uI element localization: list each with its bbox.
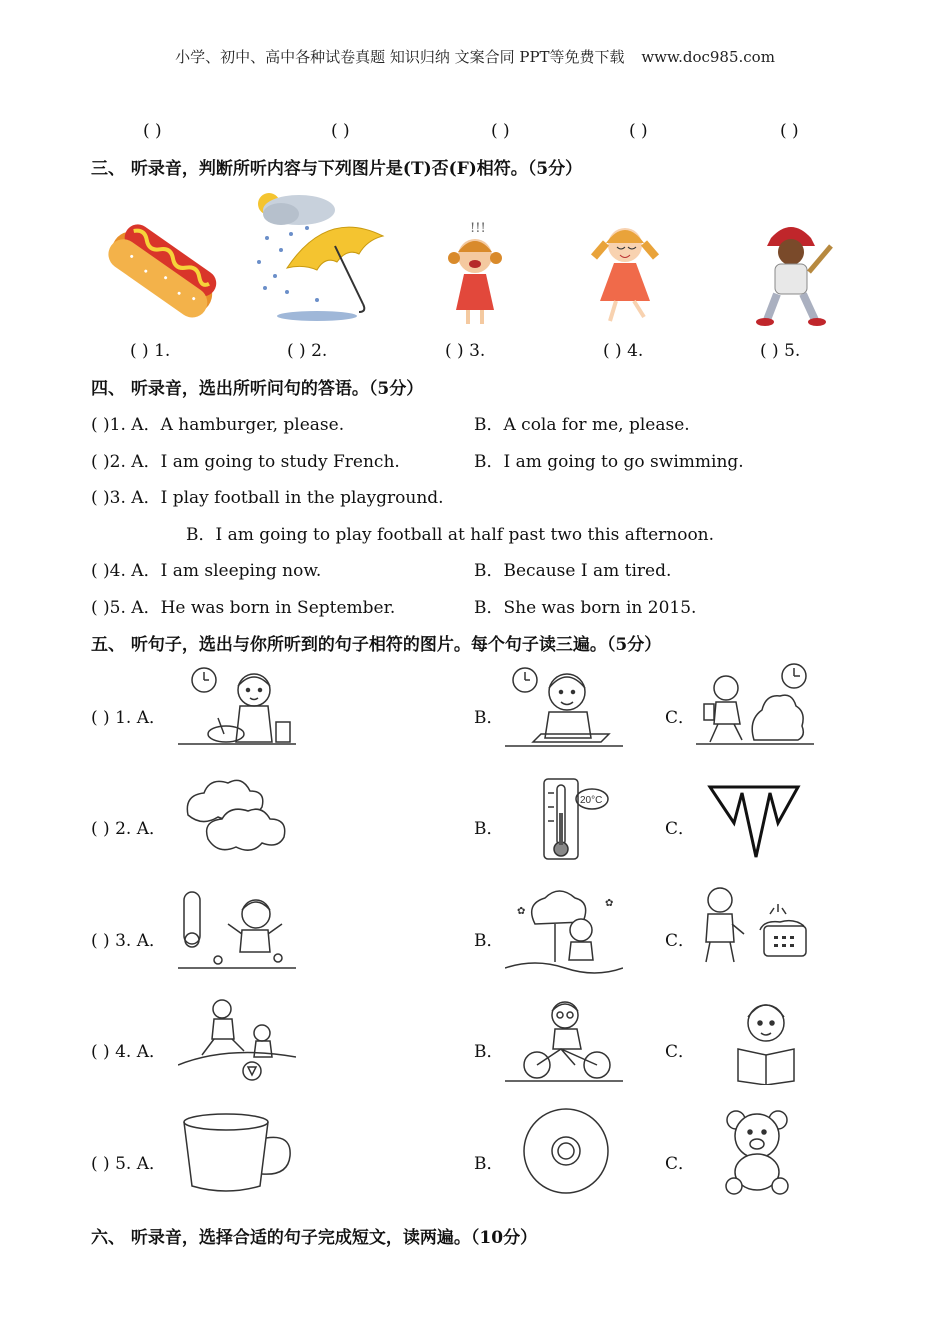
- question-5-option-b[interactable]: B．She was born in 2015.: [474, 598, 697, 618]
- question-2-option-b[interactable]: B．I am going to go swimming.: [474, 452, 744, 472]
- question-3-option-a[interactable]: ( )3. A．I play football in the playground.: [91, 488, 444, 508]
- section-5-item-5-c-label[interactable]: C．: [665, 1154, 696, 1174]
- header-left: 小学、初中、高中各种试卷真题 知识归纳 文案合同 PPT等免费下载: [175, 48, 625, 66]
- section-5-item-2-label[interactable]: ( ) 2. A．: [91, 819, 166, 839]
- boys-football-picture[interactable]: [178, 995, 296, 1085]
- section-3-answer[interactable]: ( ) 5.: [760, 341, 801, 361]
- section-5-item-2-c-label[interactable]: C．: [665, 819, 696, 839]
- page-header: [0, 46, 950, 67]
- section-4-title: 四、 听录音，选出所听问句的答语。（5分）: [91, 379, 424, 399]
- thermometer-reading: 20°C: [580, 795, 603, 806]
- question-5-option-a[interactable]: ( )5. A．He was born in September.: [91, 598, 396, 618]
- section-3-answer[interactable]: ( ) 3.: [445, 341, 486, 361]
- crying-girl-picture: [436, 218, 514, 328]
- section-5-item-3-c-label[interactable]: C．: [665, 931, 696, 951]
- section-3-title: 三、 听录音，判断所听内容与下列图片是(T)否(F)相符。（5分）: [91, 159, 583, 179]
- svg-text:!!!: !!!: [470, 221, 486, 236]
- section-3-answer[interactable]: ( ) 1.: [130, 341, 171, 361]
- boy-telephone-picture[interactable]: [696, 884, 814, 974]
- section-5-item-2-b-label[interactable]: B．: [474, 819, 504, 839]
- section-6-title: 六、 听录音，选择合适的句子完成短文，读两遍。（10分）: [91, 1228, 538, 1248]
- header-right: www.doc985.com: [641, 48, 775, 66]
- boy-reading-picture[interactable]: [716, 995, 814, 1085]
- section-5-item-1-b-label[interactable]: B．: [474, 708, 504, 728]
- thermometer-picture[interactable]: [532, 773, 612, 863]
- boy-cycling-picture[interactable]: [505, 995, 623, 1085]
- rain-umbrella-picture: [247, 188, 387, 328]
- answer-paren[interactable]: ( ): [780, 121, 799, 141]
- svg-text:✿: ✿: [605, 898, 614, 909]
- boy-eating-clock-picture[interactable]: [178, 662, 296, 752]
- boy-walking-park-picture[interactable]: [696, 660, 814, 750]
- wind-zigzag-picture[interactable]: [696, 773, 814, 863]
- boy-writing-clock-picture[interactable]: [505, 662, 623, 752]
- answer-paren[interactable]: ( ): [331, 121, 350, 141]
- question-2-option-a[interactable]: ( )2. A．I am going to study French.: [91, 452, 400, 472]
- girl-hot-thermometer-picture[interactable]: [178, 884, 296, 974]
- cd-picture[interactable]: [520, 1106, 612, 1196]
- question-1-option-b[interactable]: B．A cola for me, please.: [474, 415, 690, 435]
- girl-under-tree-picture[interactable]: [505, 884, 623, 974]
- section-5-item-1-c-label[interactable]: C．: [665, 708, 696, 728]
- section-3-answer[interactable]: ( ) 2.: [287, 341, 328, 361]
- section-5-item-1-label[interactable]: ( ) 1. A．: [91, 708, 166, 728]
- teddy-bear-picture[interactable]: [712, 1106, 802, 1196]
- question-4-option-a[interactable]: ( )4. A．I am sleeping now.: [91, 561, 322, 581]
- section-5-item-3-label[interactable]: ( ) 3. A．: [91, 931, 166, 951]
- question-1-option-a[interactable]: ( )1. A．A hamburger, please.: [91, 415, 345, 435]
- section-5-item-3-b-label[interactable]: B．: [474, 931, 504, 951]
- happy-girl-picture: [580, 213, 670, 328]
- answer-paren[interactable]: ( ): [491, 121, 510, 141]
- svg-text:✿: ✿: [517, 906, 526, 917]
- section-5-item-5-label[interactable]: ( ) 5. A．: [91, 1154, 166, 1174]
- section-5-item-4-label[interactable]: ( ) 4. A．: [91, 1042, 166, 1062]
- section-5-title: 五、 听句子，选出与你所听到的句子相符的图片。每个句子读三遍。（5分）: [91, 635, 662, 655]
- question-4-option-b[interactable]: B．Because I am tired.: [474, 561, 672, 581]
- hot-dog-picture: [104, 215, 222, 327]
- section-3-answer[interactable]: ( ) 4.: [603, 341, 644, 361]
- section-5-item-4-b-label[interactable]: B．: [474, 1042, 504, 1062]
- answer-paren[interactable]: ( ): [143, 121, 162, 141]
- answer-paren[interactable]: ( ): [629, 121, 648, 141]
- section-5-item-5-b-label[interactable]: B．: [474, 1154, 504, 1174]
- baseball-player-picture: [745, 216, 837, 328]
- cup-picture[interactable]: [178, 1106, 296, 1196]
- clouds-picture[interactable]: [178, 773, 296, 863]
- question-3-option-b[interactable]: B．I am going to play football at half past two this afternoon.: [186, 525, 715, 545]
- section-5-item-4-c-label[interactable]: C．: [665, 1042, 696, 1062]
